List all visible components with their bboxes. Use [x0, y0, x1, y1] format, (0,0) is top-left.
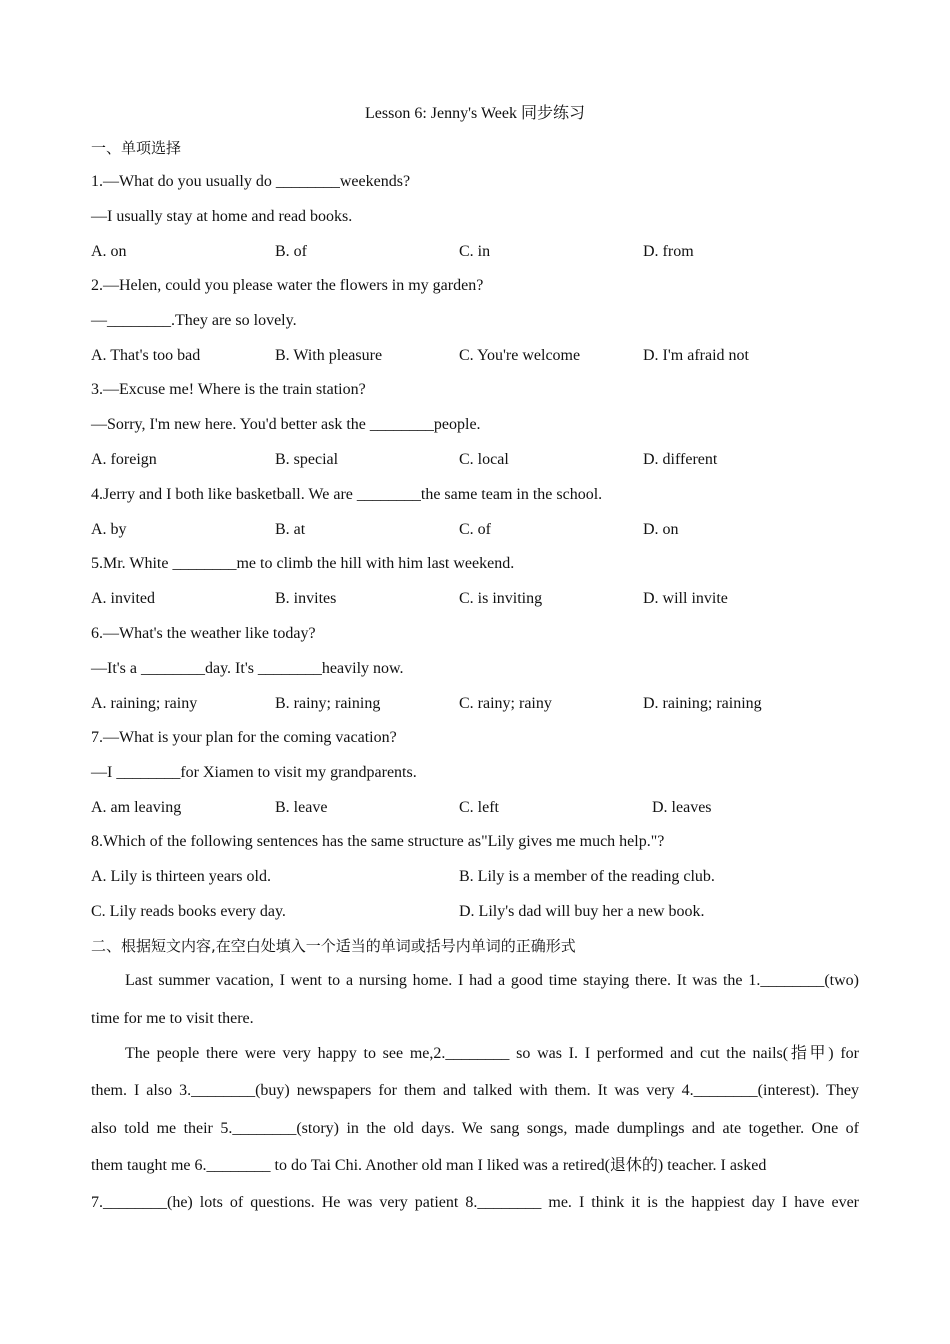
- question-6-line-1: 6.—What's the weather like today?: [91, 625, 316, 642]
- q7-option-b: B. leave: [275, 799, 328, 816]
- q4-option-b: B. at: [275, 521, 306, 538]
- passage-line-1: Last summer vacation, I went to a nursing home. I had a good time staying there. It was the 1.________(two): [125, 972, 859, 989]
- question-6-line-2: —It's a ________day. It's ________heavily now.: [91, 660, 404, 677]
- question-1-line-1: 1.—What do you usually do ________weekends?: [91, 173, 411, 190]
- q1-option-c: C. in: [459, 243, 491, 260]
- q6-option-c: C. rainy; rainy: [459, 695, 552, 712]
- question-4-line-1: 4.Jerry and I both like basketball. We are ________the same team in the school.: [91, 486, 603, 503]
- passage-line-5: also told me their 5.________(story) in the old days. We sang songs, made dumplings and ate together. One of: [91, 1120, 859, 1137]
- page-title: Lesson 6: Jenny's Week 同步练习: [365, 105, 585, 122]
- q2-option-c: C. You're welcome: [459, 347, 581, 364]
- passage-line-6: them taught me 6.________ to do Tai Chi. Another old man I liked was a retired(退休的) teacher. I asked: [91, 1157, 767, 1174]
- question-2-line-1: 2.—Helen, could you please water the flowers in my garden?: [91, 277, 484, 294]
- passage-line-3: The people there were very happy to see me,2.________ so was I. I performed and cut the nails(指甲) for: [125, 1045, 859, 1062]
- q8-option-a: A. Lily is thirteen years old.: [91, 868, 271, 885]
- q4-option-c: C. of: [459, 521, 491, 538]
- q1-option-d: D. from: [643, 243, 694, 260]
- q6-option-a: A. raining; rainy: [91, 695, 198, 712]
- passage-line-4: them. I also 3.________(buy) newspapers for them and talked with them. It was very 4.________(interest). They: [91, 1082, 859, 1099]
- q1-option-b: B. of: [275, 243, 307, 260]
- section1-heading: 一、单项选择: [91, 139, 182, 157]
- question-3-line-1: 3.—Excuse me! Where is the train station?: [91, 381, 366, 398]
- q5-option-c: C. is inviting: [459, 590, 543, 607]
- question-7-line-2: —I ________for Xiamen to visit my grandparents.: [91, 764, 417, 781]
- passage-line-2: time for me to visit there.: [91, 1010, 254, 1027]
- question-5-line-1: 5.Mr. White ________me to climb the hill with him last weekend.: [91, 555, 515, 572]
- q3-option-d: D. different: [643, 451, 718, 468]
- section2-heading: 二、根据短文内容,在空白处填入一个适当的单词或括号内单词的正确形式: [91, 937, 576, 955]
- q3-option-c: C. local: [459, 451, 509, 468]
- q8-option-d: D. Lily's dad will buy her a new book.: [459, 903, 705, 920]
- q2-option-a: A. That's too bad: [91, 347, 201, 364]
- q7-option-a: A. am leaving: [91, 799, 182, 816]
- q4-option-a: A. by: [91, 521, 127, 538]
- q1-option-a: A. on: [91, 243, 127, 260]
- q5-option-d: D. will invite: [643, 590, 728, 607]
- q2-option-b: B. With pleasure: [275, 347, 383, 364]
- q5-option-a: A. invited: [91, 590, 155, 607]
- q5-option-b: B. invites: [275, 590, 337, 607]
- q4-option-d: D. on: [643, 521, 679, 538]
- q8-option-b: B. Lily is a member of the reading club.: [459, 868, 715, 885]
- question-3-line-2: —Sorry, I'm new here. You'd better ask the ________people.: [91, 416, 481, 433]
- q7-option-c: C. left: [459, 799, 499, 816]
- passage-line-7: 7.________(he) lots of questions. He was very patient 8.________ me. I think it is the happiest day I have ever: [91, 1194, 859, 1211]
- q3-option-a: A. foreign: [91, 451, 157, 468]
- question-2-line-2: —________.They are so lovely.: [91, 312, 297, 329]
- q2-option-d: D. I'm afraid not: [643, 347, 749, 364]
- question-8-line-1: 8.Which of the following sentences has the same structure as"Lily gives me much help."?: [91, 833, 665, 850]
- question-1-line-2: —I usually stay at home and read books.: [91, 208, 353, 225]
- q7-option-d: D. leaves: [652, 799, 712, 816]
- question-7-line-1: 7.—What is your plan for the coming vacation?: [91, 729, 397, 746]
- q8-option-c: C. Lily reads books every day.: [91, 903, 286, 920]
- q6-option-d: D. raining; raining: [643, 695, 762, 712]
- q6-option-b: B. rainy; raining: [275, 695, 381, 712]
- q3-option-b: B. special: [275, 451, 339, 468]
